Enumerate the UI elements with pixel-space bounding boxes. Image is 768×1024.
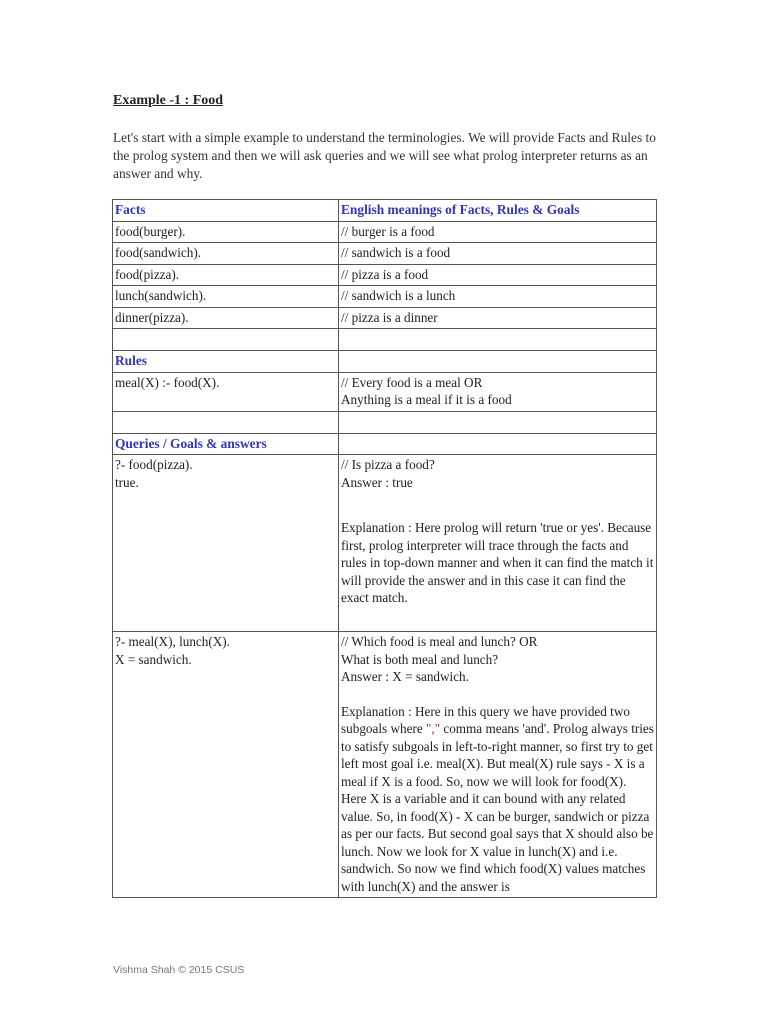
table-row: [113, 455, 657, 632]
rule-meaning: [339, 372, 657, 411]
facts-header: Facts: [113, 200, 339, 222]
query1-meaning: [339, 455, 657, 632]
fact-code: food(sandwich).: [113, 243, 339, 265]
prolog-table: [112, 199, 657, 898]
fact-code: food(pizza).: [113, 264, 339, 286]
empty-row: [113, 329, 657, 351]
query-result: true.: [115, 474, 139, 490]
page-title: Example -1 : Food: [113, 93, 224, 108]
comma-highlight: ",": [425, 721, 441, 736]
fact-meaning: // burger is a food: [339, 221, 657, 243]
fact-meaning: // pizza is a dinner: [339, 307, 657, 329]
empty-cell: [339, 433, 657, 455]
queries-header-row: [113, 433, 657, 455]
footer-credit: Vishma Shah © 2015 CSUS: [113, 964, 245, 976]
query2-code: [113, 632, 339, 898]
query-explanation: [341, 703, 654, 896]
empty-cell: [113, 411, 339, 433]
table-row: [113, 372, 657, 411]
query2-meaning: [339, 632, 657, 898]
query-line: ?- food(pizza).: [115, 457, 193, 472]
query-meaning-line: What is both meal and lunch?: [341, 651, 499, 667]
empty-cell: [339, 351, 657, 373]
fact-meaning: // pizza is a food: [339, 264, 657, 286]
table-row: [113, 243, 657, 265]
table-row: [113, 632, 657, 898]
meanings-header: English meanings of Facts, Rules & Goals: [339, 200, 657, 222]
empty-row: [113, 411, 657, 433]
query-answer: Answer : true: [341, 474, 413, 490]
rule-meaning-line: // Every food is a meal OR: [341, 374, 483, 390]
query-explanation: Explanation : Here prolog will return 'true or yes'. Because first, prolog interpreter will trace through the facts and rules in top-down manner and when it can find the match it will provide the answer and in this case it can find the exact match.: [341, 520, 654, 605]
query-answer: Answer : X = sandwich.: [341, 669, 469, 684]
queries-header: Queries / Goals & answers: [113, 433, 339, 455]
query-result: X = sandwich.: [115, 651, 192, 667]
fact-code: lunch(sandwich).: [113, 286, 339, 308]
empty-cell: [113, 329, 339, 351]
explanation-text: comma means 'and'. Prolog always tries to satisfy subgoals in left-to-right manner, so first try to get left most goal i.e. meal(X). But meal(X) rule says - X is a meal if X is a food. So, now we will look for food(X). Here X is a variable and it can bound with any related value. So, in food(X) - X can be burger, sandwich or pizza as per our facts. But second goal says that X should also be lunch. Now we look for X value in lunch(X) and i.e. sandwich. So now we find which food(X) values matches with lunch(X) and the answer is: [341, 721, 654, 894]
rules-header-row: [113, 351, 657, 373]
rules-header: Rules: [113, 351, 339, 373]
table-row: [113, 264, 657, 286]
empty-cell: [339, 411, 657, 433]
table-row: [113, 221, 657, 243]
explanation-text: Explanation : Here in this query we have provided two subgoals where: [341, 703, 630, 736]
query-line: ?- meal(X), lunch(X).: [115, 634, 230, 649]
fact-code: dinner(pizza).: [113, 307, 339, 329]
empty-cell: [339, 329, 657, 351]
fact-code: food(burger).: [113, 221, 339, 243]
table-row: [113, 307, 657, 329]
table-row: [113, 286, 657, 308]
table-header-row: [113, 200, 657, 222]
intro-paragraph: Let's start with a simple example to understand the terminologies. We will provide Facts and Rules to the prolog system and then we will ask queries and we will see what prolog interpreter returns as an answer and why.: [113, 130, 656, 181]
rule-code: meal(X) :- food(X).: [113, 372, 339, 411]
fact-meaning: // sandwich is a food: [339, 243, 657, 265]
query1-code: [113, 455, 339, 632]
query-meaning-line: // Is pizza a food?: [341, 457, 435, 472]
rule-meaning-line: Anything is a meal if it is a food: [341, 392, 512, 407]
fact-meaning: // sandwich is a lunch: [339, 286, 657, 308]
query-meaning-line: // Which food is meal and lunch? OR: [341, 634, 538, 649]
